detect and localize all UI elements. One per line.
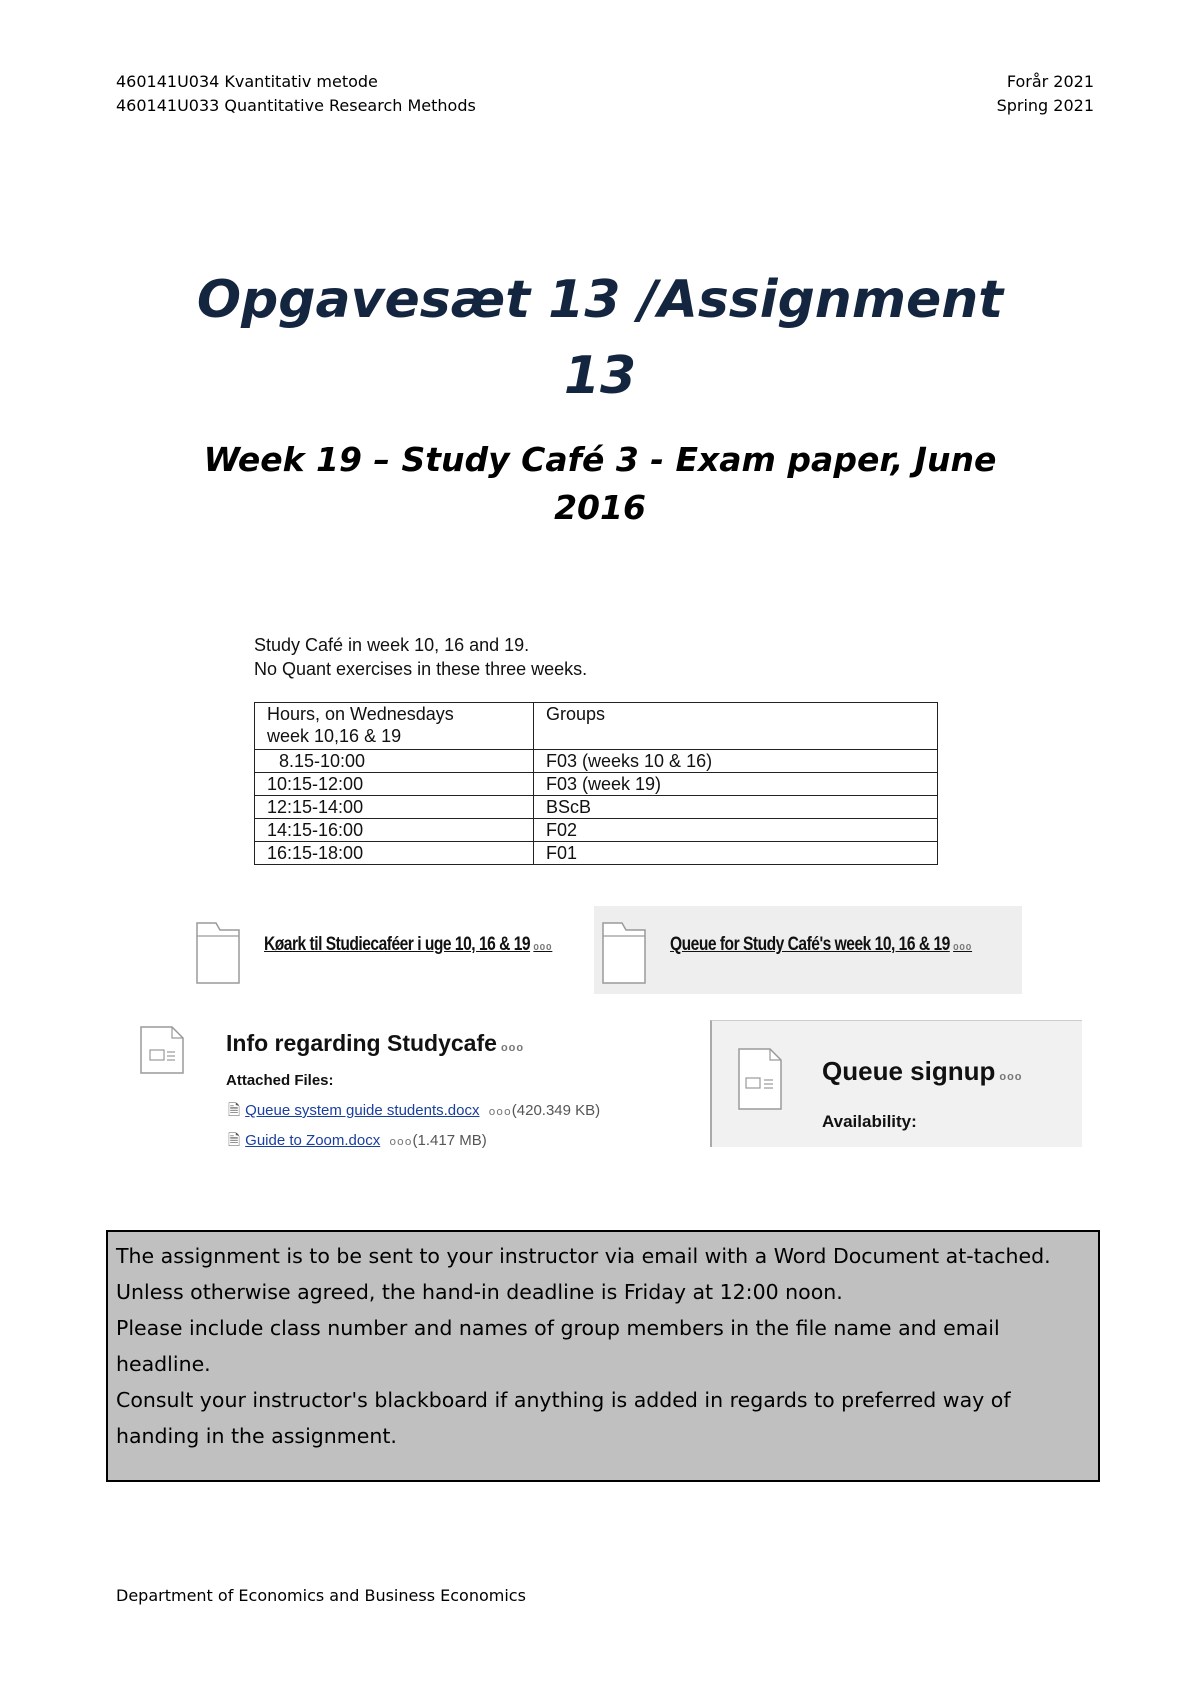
row-hours: 8.15-10:00 [255,750,534,773]
folder-link-danish[interactable] [264,934,552,956]
more-options-icon[interactable]: ooo [953,941,973,953]
file-size: (1.417 MB) [412,1132,487,1149]
subtitle-line-1: Week 19 – Study Café 3 - Exam paper, June [203,440,997,479]
header-hours-line-1: Hours, on Wednesdays [267,704,454,724]
file-link-queue-guide[interactable]: Queue system guide students.docx [245,1102,480,1119]
more-options-icon[interactable]: ooo [488,1105,512,1118]
row-group: F01 [534,842,938,865]
folder-link-danish-label[interactable]: Køark til Studiecaféer i uge 10, 16 & 19 [264,934,531,955]
table-row [255,819,938,842]
row-hours: 16:15-18:00 [255,842,534,865]
row-hours: 14:15-16:00 [255,819,534,842]
attachment-row [228,1100,600,1125]
queue-signup-title[interactable] [822,1056,1023,1087]
folder-icon [602,922,646,984]
file-link-zoom-guide[interactable]: Guide to Zoom.docx [245,1132,381,1149]
folder-icon [196,922,240,984]
more-options-icon[interactable]: ooo [500,1042,525,1054]
table-row [255,773,938,796]
subtitle-line-2: 2016 [554,488,646,527]
semester-danish: Forår 2021 [1006,72,1094,91]
header-left [116,70,476,118]
header-hours-line-2: week 10,16 & 19 [267,726,402,746]
course-code-danish: 460141U034 Kvantitativ metode [116,72,378,91]
notice-line-4: Consult your instructor's blackboard if anything is added in regards to preferred way of handing in the assignment. [116,1388,1011,1448]
attached-files-label: Attached Files: [226,1072,334,1089]
table-row [255,750,938,773]
header-right [997,70,1094,118]
table-row [255,796,938,819]
notice-line-2: Unless otherwise agreed, the hand-in deadline is Friday at 12:00 noon. [116,1280,843,1304]
page-subtitle [140,436,1060,532]
availability-label: Availability: [822,1112,917,1131]
attachment-icon: 🗎 [228,1102,241,1119]
file-size: (420.349 KB) [511,1102,601,1119]
title-line-2: 13 [563,346,637,406]
notice-line-3: Please include class number and names of group members in the file name and email headline. [116,1316,1000,1376]
row-hours: 10:15-12:00 [255,773,534,796]
info-title-label[interactable]: Info regarding Studycafe [226,1030,497,1056]
course-code-english: 460141U033 Quantitative Research Methods [116,96,476,115]
more-options-icon[interactable]: ooo [389,1135,413,1148]
header-hours [255,703,534,750]
more-options-icon[interactable]: ooo [533,941,553,953]
header-groups: Groups [534,703,938,750]
attachment-row [228,1130,487,1155]
study-cafe-intro [254,633,587,681]
row-group: BScB [534,796,938,819]
document-icon [140,1026,184,1074]
row-hours: 12:15-14:00 [255,796,534,819]
title-line-1: Opgavesæt 13 /Assignment [196,270,1004,330]
document-icon [738,1048,782,1110]
semester-english: Spring 2021 [996,96,1094,115]
page-title [120,262,1080,414]
assignment-notice [106,1230,1100,1482]
intro-line-2: No Quant exercises in these three weeks. [254,659,588,679]
row-group: F03 (week 19) [534,773,938,796]
folder-link-english[interactable] [670,934,972,956]
more-options-icon[interactable]: ooo [999,1071,1023,1083]
folder-link-english-label[interactable]: Queue for Study Café's week 10, 16 & 19 [670,934,950,955]
footer-department: Department of Economics and Business Economics [116,1586,526,1605]
row-group: F02 [534,819,938,842]
intro-line-1: Study Café in week 10, 16 and 19. [254,635,530,655]
attachment-icon: 🗎 [228,1132,241,1149]
row-group: F03 (weeks 10 & 16) [534,750,938,773]
table-row [255,842,938,865]
notice-line-1: The assignment is to be sent to your instructor via email with a Word Document at-tached. [116,1244,1051,1268]
table-header-row [255,703,938,750]
queue-signup-label[interactable]: Queue signup [822,1056,996,1086]
info-title[interactable] [226,1030,524,1057]
schedule-table [254,702,938,865]
